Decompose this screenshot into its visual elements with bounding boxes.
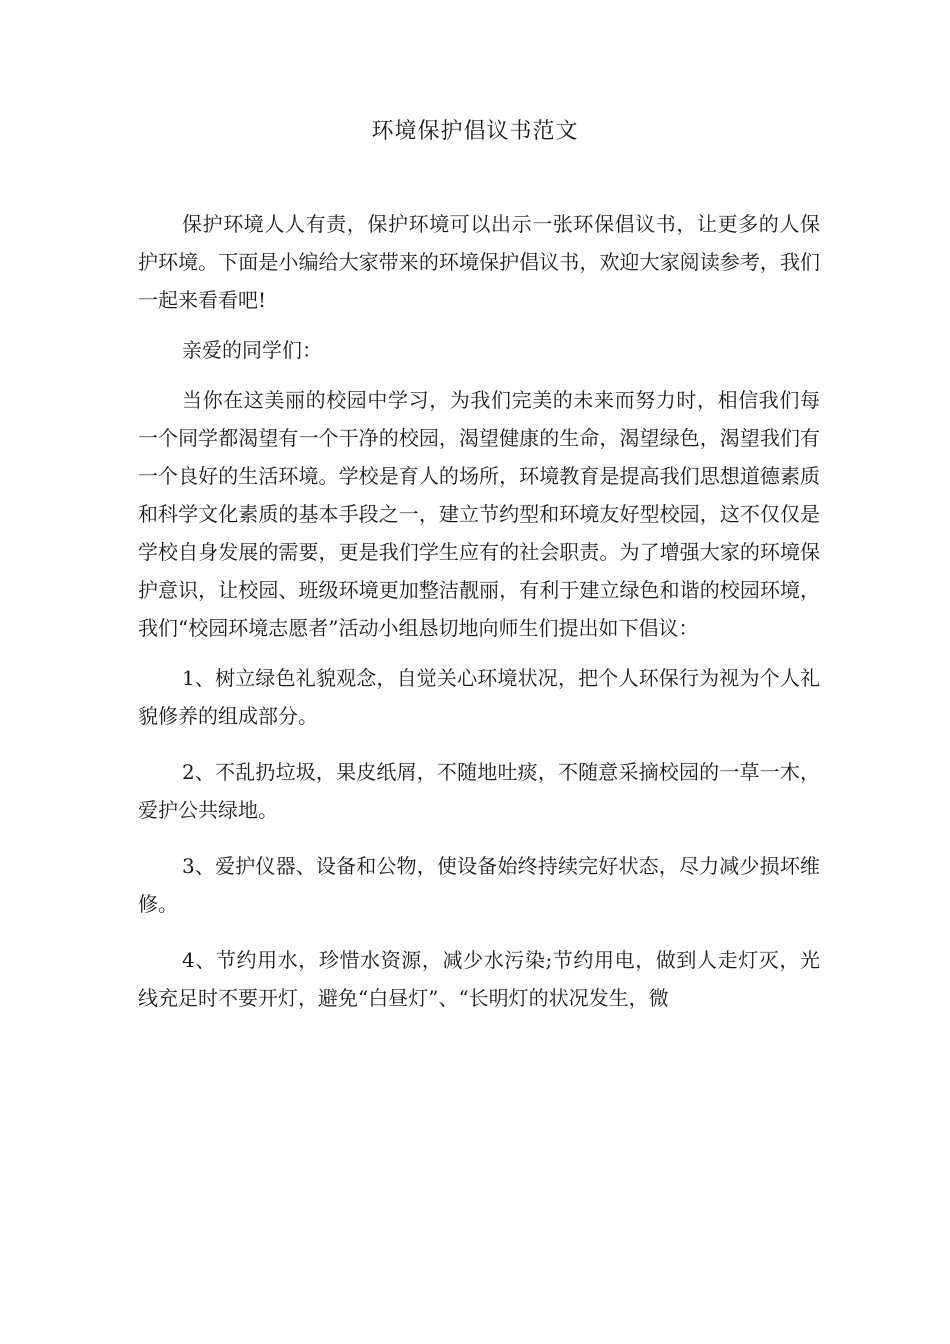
- main-paragraph: 当你在这美丽的校园中学习，为我们完美的未来而努力时，相信我们每一个同学都渴望有一个干净的校园，渴望健康的生命，渴望绿色，渴望我们有一个良好的生活环境。学校是育人的场所，环境教育是提高我们思想道德素质和科学文化素质的基本手段之一，建立节约型和环境友好型校园，这不仅仅是学校自身发展的需要，更是我们学生应有的社会职责。为了增强大家的环境保护意识，让校园、班级环境更加整洁靓丽，有利于建立绿色和谐的校园环境，我们“校园环境志愿者”活动小组恳切地向师生们提出如下倡议：: [138, 388, 820, 640]
- proposal-item-4: 4、节约用水，珍惜水资源，减少水污染;节约用电，做到人走灯灭，光线充足时不要开灯，避免“白昼灯”、“长明灯的状况发生，微: [138, 948, 820, 1010]
- proposal-item-3: 3、爱护仪器、设备和公物，使设备始终持续完好状态，尽力减少损坏维修。: [138, 854, 820, 916]
- proposal-item-2: 2、不乱扔垃圾，果皮纸屑，不随地吐痰，不随意采摘校园的一草一木，爱护公共绿地。: [138, 760, 820, 822]
- document-title: 环境保护倡议书范文: [371, 119, 579, 144]
- salutation: 亲爱的同学们：: [182, 338, 322, 362]
- intro-paragraph: 保护环境人人有责，保护环境可以出示一张环保倡议书，让更多的人保护环境。下面是小编给大家带来的环境保护倡议书，欢迎大家阅读参考，我们一起来看看吧!: [138, 212, 820, 312]
- proposal-item-1: 1、树立绿色礼貌观念，自觉关心环境状况，把个人环保行为视为个人礼貌修养的组成部分。: [138, 666, 820, 728]
- document-body: [138, 205, 820, 1035]
